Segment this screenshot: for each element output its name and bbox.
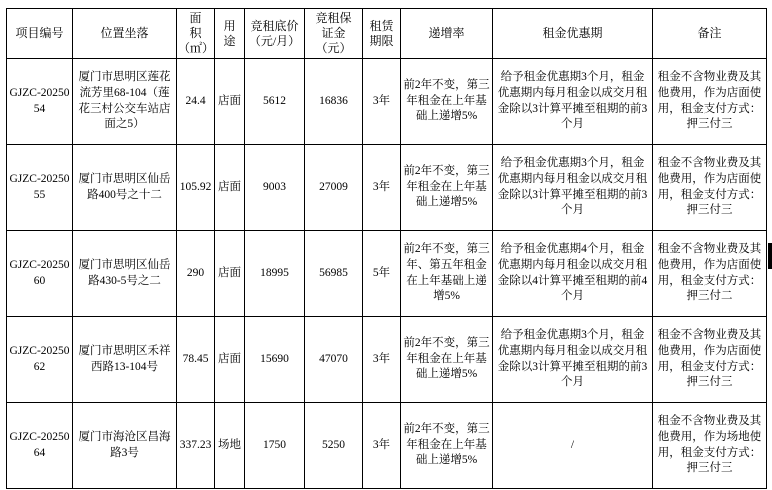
column-header-base-price-line1: 竞租底价 [250,18,299,33]
cell-base-price: 9003 [245,145,305,231]
cell-increase-rate: 前2年不变，第三年租金在上年基础上递增5% [401,59,493,145]
cell-favor-period: 给予租金优惠期3个月，租金优惠期内每月租金以成交月租金除以3计算平摊至租期的前3个月 [493,59,653,145]
cell-location: 厦门市海沧区昌海路3号 [73,403,177,489]
cell-usage: 店面 [215,59,245,145]
table-row [7,145,767,231]
cell-base-price: 18995 [245,231,305,317]
cell-deposit: 5250 [305,403,363,489]
column-header-deposit [305,9,363,59]
cell-term: 3年 [363,317,401,403]
cell-remark: 租金不含物业费及其他费用，作为店面使用，租金支付方式：押三付二 [653,231,767,317]
table-row [7,403,767,489]
cell-favor-period: / [493,403,653,489]
cell-increase-rate: 前2年不变，第三年租金在上年基础上递增5% [401,403,493,489]
cell-remark: 租金不含物业费及其他费用，作为店面使用，租金支付方式：押三付三 [653,145,767,231]
column-header-usage-line2: 途 [223,33,236,48]
column-header-remark: 备注 [653,9,767,59]
cell-remark: 租金不含物业费及其他费用，作为店面使用，租金支付方式：押三付三 [653,59,767,145]
cell-term: 3年 [363,403,401,489]
column-header-favor-period: 租金优惠期 [493,9,653,59]
cell-deposit: 56985 [305,231,363,317]
lease-listing-table [6,8,767,489]
column-header-area-line2: 积 [189,26,202,40]
cell-deposit: 16836 [305,59,363,145]
cell-project-code: GJZC-2025062 [7,317,73,403]
cell-location: 厦门市思明区莲花流芳里68-104（莲花三村公交车站店面之5） [73,59,177,145]
column-header-base-price-line2: （元/月） [248,33,301,48]
column-header-deposit-line1: 竞租保 [315,11,352,25]
cell-area: 290 [177,231,215,317]
table-row [7,231,767,317]
cell-term: 3年 [363,145,401,231]
column-header-term-line1: 租赁 [369,18,394,33]
column-header-increase-rate: 递增率 [401,9,493,59]
page-edge-mark [768,243,772,269]
column-header-deposit-line2: 证金 [321,26,346,40]
cell-location: 厦门市思明区仙岳路400号之十二 [73,145,177,231]
cell-project-code: GJZC-2025060 [7,231,73,317]
cell-increase-rate: 前2年不变，第三年租金在上年基础上递增5% [401,145,493,231]
column-header-area-line3: （㎡） [178,41,215,55]
cell-area: 105.92 [177,145,215,231]
cell-deposit: 27009 [305,145,363,231]
cell-favor-period: 给予租金优惠期3个月，租金优惠期内每月租金以成交月租金除以3计算平摊至租期的前3个月 [493,317,653,403]
cell-usage: 店面 [215,145,245,231]
cell-usage: 场地 [215,403,245,489]
column-header-base-price [245,9,305,59]
cell-deposit: 47070 [305,317,363,403]
cell-term: 3年 [363,59,401,145]
cell-base-price: 5612 [245,59,305,145]
cell-favor-period: 给予租金优惠期4个月，租金优惠期内每月租金以成交月租金除以4计算平摊至租期的前4个月 [493,231,653,317]
cell-remark: 租金不含物业费及其他费用，作为店面使用，租金支付方式：押三付三 [653,317,767,403]
column-header-area-line1: 面 [189,11,202,25]
cell-base-price: 1750 [245,403,305,489]
cell-location: 厦门市思明区仙岳路430-5号之二 [73,231,177,317]
cell-project-code: GJZC-2025064 [7,403,73,489]
column-header-term-line2: 期限 [369,33,394,48]
cell-area: 24.4 [177,59,215,145]
cell-project-code: GJZC-2025055 [7,145,73,231]
cell-remark: 租金不含物业费及其他费用，作为场地使用，租金支付方式：押三付三 [653,403,767,489]
cell-increase-rate: 前2年不变，第三年租金在上年基础上递增5% [401,317,493,403]
cell-usage: 店面 [215,231,245,317]
cell-project-code: GJZC-2025054 [7,59,73,145]
cell-term: 5年 [363,231,401,317]
cell-usage: 店面 [215,317,245,403]
cell-area: 337.23 [177,403,215,489]
column-header-project-code: 项目编号 [7,9,73,59]
column-header-deposit-line3: （元） [315,41,352,55]
column-header-term [363,9,401,59]
cell-increase-rate: 前2年不变，第三年、第五年租金在上年基础上递增5% [401,231,493,317]
cell-area: 78.45 [177,317,215,403]
table-row [7,59,767,145]
table-row [7,317,767,403]
column-header-location: 位置坐落 [73,9,177,59]
table-header-row [7,9,767,59]
column-header-usage-line1: 用 [223,18,236,33]
cell-favor-period: 给予租金优惠期3个月，租金优惠期内每月租金以成交月租金除以3计算平摊至租期的前3个月 [493,145,653,231]
cell-base-price: 15690 [245,317,305,403]
cell-location: 厦门市思明区禾祥西路13-104号 [73,317,177,403]
column-header-usage [215,9,245,59]
column-header-area [177,9,215,59]
